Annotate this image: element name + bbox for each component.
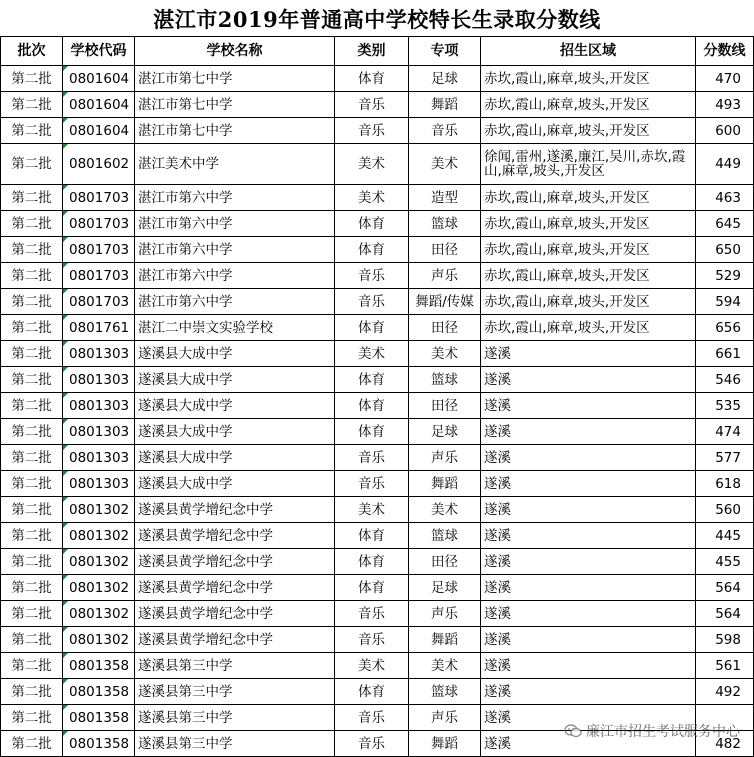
cell-specialty: 声乐 [409,263,481,289]
cell-score: 470 [696,66,754,92]
cell-batch: 第二批 [1,471,63,497]
cell-school-name: 湛江市第六中学 [135,211,335,237]
table-row [1,679,754,705]
cell-batch: 第二批 [1,367,63,393]
cell-score: 482 [696,731,754,757]
header-batch: 批次 [1,37,63,66]
document-title: 湛江市2019年普通高中学校特长生录取分数线 [153,7,601,32]
cell-region: 赤坎,霞山,麻章,坡头,开发区 [481,118,696,144]
cell-specialty: 美术 [409,653,481,679]
header-category: 类别 [335,37,409,66]
cell-batch: 第二批 [1,66,63,92]
cell-school-code: 0801303 [63,471,135,497]
cell-school-code: 0801358 [63,731,135,757]
table-row [1,627,754,653]
cell-region: 赤坎,霞山,麻章,坡头,开发区 [481,237,696,263]
cell-category: 音乐 [335,118,409,144]
table-row [1,601,754,627]
cell-category: 美术 [335,497,409,523]
cell-region: 遂溪 [481,419,696,445]
watermark [564,721,740,741]
cell-batch: 第二批 [1,118,63,144]
cell-batch: 第二批 [1,523,63,549]
cell-score: 445 [696,523,754,549]
cell-score: 650 [696,237,754,263]
table-row [1,393,754,419]
cell-category: 体育 [335,679,409,705]
table-row [1,237,754,263]
cell-school-code: 0801703 [63,263,135,289]
table-row [1,144,754,185]
cell-school-name: 湛江市第七中学 [135,92,335,118]
cell-category: 音乐 [335,731,409,757]
cell-region: 遂溪 [481,549,696,575]
cell-school-name: 遂溪县大成中学 [135,471,335,497]
cell-score: 618 [696,471,754,497]
cell-score: 493 [696,92,754,118]
table-row [1,575,754,601]
cell-school-name: 遂溪县大成中学 [135,445,335,471]
cell-school-code: 0801302 [63,575,135,601]
cell-school-name: 湛江市第六中学 [135,289,335,315]
cell-school-name: 湛江美术中学 [135,144,335,185]
cell-specialty: 篮球 [409,211,481,237]
cell-batch: 第二批 [1,341,63,367]
cell-category: 音乐 [335,263,409,289]
table-row [1,497,754,523]
cell-specialty: 造型 [409,185,481,211]
cell-specialty: 篮球 [409,367,481,393]
table-row [1,549,754,575]
cell-region: 赤坎,霞山,麻章,坡头,开发区 [481,263,696,289]
cell-school-code: 0801761 [63,315,135,341]
cell-specialty: 声乐 [409,445,481,471]
cell-category: 体育 [335,523,409,549]
cell-score: 577 [696,445,754,471]
cell-specialty: 美术 [409,144,481,185]
cell-category: 音乐 [335,705,409,731]
cell-specialty: 田径 [409,393,481,419]
cell-specialty: 足球 [409,575,481,601]
cell-batch: 第二批 [1,185,63,211]
table-row [1,523,754,549]
cell-category: 音乐 [335,627,409,653]
cell-specialty: 舞蹈 [409,627,481,653]
cell-batch: 第二批 [1,419,63,445]
cell-region: 赤坎,霞山,麻章,坡头,开发区 [481,66,696,92]
cell-school-code: 0801303 [63,445,135,471]
cell-score: 564 [696,601,754,627]
cell-school-code: 0801602 [63,144,135,185]
cell-category: 音乐 [335,289,409,315]
cell-category: 体育 [335,549,409,575]
cell-school-code: 0801703 [63,185,135,211]
cell-score: 560 [696,497,754,523]
cell-region: 遂溪 [481,575,696,601]
table-row [1,118,754,144]
cell-school-name: 遂溪县大成中学 [135,367,335,393]
cell-region: 遂溪 [481,497,696,523]
cell-specialty: 声乐 [409,601,481,627]
cell-region: 遂溪 [481,393,696,419]
cell-category: 美术 [335,185,409,211]
cell-school-code: 0801302 [63,497,135,523]
cell-score: 535 [696,393,754,419]
cell-school-name: 遂溪县黄学增纪念中学 [135,601,335,627]
cell-specialty: 田径 [409,549,481,575]
cell-school-code: 0801703 [63,211,135,237]
cell-school-name: 遂溪县黄学增纪念中学 [135,627,335,653]
cell-specialty: 田径 [409,315,481,341]
cell-score: 564 [696,575,754,601]
cell-specialty: 音乐 [409,118,481,144]
cell-category: 音乐 [335,601,409,627]
table-row [1,367,754,393]
cell-specialty: 舞蹈/传媒 [409,289,481,315]
table-row [1,315,754,341]
table-row [1,653,754,679]
table-row [1,92,754,118]
cell-score: 645 [696,211,754,237]
cell-region: 遂溪 [481,471,696,497]
cell-score: 661 [696,341,754,367]
cell-score: 594 [696,289,754,315]
admission-table [0,36,754,757]
cell-score: 656 [696,315,754,341]
cell-region: 遂溪 [481,601,696,627]
cell-school-code: 0801303 [63,341,135,367]
cell-category: 体育 [335,237,409,263]
cell-school-name: 湛江市第六中学 [135,237,335,263]
cell-school-name: 遂溪县第三中学 [135,653,335,679]
cell-region: 赤坎,霞山,麻章,坡头,开发区 [481,211,696,237]
cell-batch: 第二批 [1,211,63,237]
wechat-icon [564,724,582,738]
cell-category: 美术 [335,144,409,185]
cell-batch: 第二批 [1,731,63,757]
cell-category: 音乐 [335,471,409,497]
table-row [1,471,754,497]
cell-specialty: 声乐 [409,705,481,731]
table-row [1,341,754,367]
cell-specialty: 舞蹈 [409,731,481,757]
cell-school-name: 遂溪县黄学增纪念中学 [135,497,335,523]
cell-batch: 第二批 [1,497,63,523]
cell-region: 遂溪 [481,341,696,367]
cell-school-code: 0801358 [63,705,135,731]
cell-batch: 第二批 [1,289,63,315]
cell-specialty: 篮球 [409,679,481,705]
cell-region: 遂溪 [481,653,696,679]
cell-category: 体育 [335,315,409,341]
cell-batch: 第二批 [1,627,63,653]
header-score: 分数线 [696,37,754,66]
cell-school-code: 0801303 [63,367,135,393]
cell-batch: 第二批 [1,601,63,627]
cell-specialty: 足球 [409,66,481,92]
cell-region: 赤坎,霞山,麻章,坡头,开发区 [481,289,696,315]
cell-score: 598 [696,627,754,653]
cell-school-name: 遂溪县黄学增纪念中学 [135,549,335,575]
cell-region: 徐闻,雷州,遂溪,廉江,吴川,赤坎,霞山,麻章,坡头,开发区 [481,144,696,185]
table-row [1,66,754,92]
cell-category: 体育 [335,211,409,237]
cell-specialty: 美术 [409,497,481,523]
cell-school-code: 0801604 [63,92,135,118]
table-header-row [1,37,754,66]
cell-batch: 第二批 [1,445,63,471]
cell-category: 体育 [335,419,409,445]
cell-category: 体育 [335,575,409,601]
cell-specialty: 篮球 [409,523,481,549]
cell-batch: 第二批 [1,679,63,705]
header-region: 招生区域 [481,37,696,66]
header-specialty: 专项 [409,37,481,66]
watermark-text: 廉江市招生考试服务中心 [586,724,740,740]
cell-batch: 第二批 [1,92,63,118]
cell-school-code: 0801703 [63,289,135,315]
cell-region: 遂溪 [481,367,696,393]
cell-school-code: 0801358 [63,679,135,705]
header-school-code: 学校代码 [63,37,135,66]
cell-region: 遂溪 [481,523,696,549]
cell-specialty: 美术 [409,341,481,367]
cell-school-code: 0801302 [63,627,135,653]
cell-category: 音乐 [335,445,409,471]
cell-school-name: 湛江二中崇文实验学校 [135,315,335,341]
cell-school-name: 湛江市第七中学 [135,66,335,92]
cell-region: 赤坎,霞山,麻章,坡头,开发区 [481,185,696,211]
cell-school-code: 0801703 [63,237,135,263]
table-row [1,185,754,211]
cell-region: 遂溪 [481,627,696,653]
cell-batch: 第二批 [1,237,63,263]
cell-school-code: 0801604 [63,118,135,144]
cell-category: 体育 [335,367,409,393]
cell-school-code: 0801303 [63,393,135,419]
cell-region: 赤坎,霞山,麻章,坡头,开发区 [481,315,696,341]
cell-school-name: 遂溪县第三中学 [135,731,335,757]
cell-category: 音乐 [335,92,409,118]
cell-school-name: 遂溪县黄学增纪念中学 [135,523,335,549]
cell-school-name: 遂溪县黄学增纪念中学 [135,575,335,601]
cell-school-name: 湛江市第六中学 [135,185,335,211]
cell-specialty: 舞蹈 [409,471,481,497]
cell-score: 455 [696,549,754,575]
cell-region: 赤坎,霞山,麻章,坡头,开发区 [481,92,696,118]
cell-category: 体育 [335,66,409,92]
table-row [1,289,754,315]
cell-score: 474 [696,419,754,445]
cell-school-code: 0801302 [63,601,135,627]
table-row [1,419,754,445]
cell-batch: 第二批 [1,549,63,575]
cell-specialty: 足球 [409,419,481,445]
cell-school-code: 0801303 [63,419,135,445]
cell-score: 561 [696,653,754,679]
cell-school-name: 湛江市第七中学 [135,118,335,144]
cell-score: 492 [696,679,754,705]
cell-score: 449 [696,144,754,185]
table-row [1,445,754,471]
cell-school-code: 0801604 [63,66,135,92]
cell-region: 遂溪 [481,679,696,705]
cell-batch: 第二批 [1,315,63,341]
cell-school-code: 0801358 [63,653,135,679]
table-row [1,211,754,237]
cell-school-name: 湛江市第六中学 [135,263,335,289]
cell-region: 遂溪 [481,445,696,471]
cell-score: 463 [696,185,754,211]
cell-batch: 第二批 [1,575,63,601]
cell-school-name: 遂溪县大成中学 [135,393,335,419]
cell-region: 遂溪 [481,731,696,757]
cell-school-name: 遂溪县大成中学 [135,419,335,445]
table-row [1,263,754,289]
cell-batch: 第二批 [1,653,63,679]
cell-score: 546 [696,367,754,393]
cell-batch: 第二批 [1,263,63,289]
cell-score: 529 [696,263,754,289]
cell-score: 600 [696,118,754,144]
cell-category: 体育 [335,393,409,419]
cell-school-code: 0801302 [63,549,135,575]
cell-school-name: 遂溪县大成中学 [135,341,335,367]
header-school-name: 学校名称 [135,37,335,66]
cell-specialty: 舞蹈 [409,92,481,118]
cell-category: 美术 [335,653,409,679]
cell-batch: 第二批 [1,393,63,419]
cell-school-name: 遂溪县第三中学 [135,705,335,731]
cell-batch: 第二批 [1,705,63,731]
cell-school-code: 0801302 [63,523,135,549]
cell-batch: 第二批 [1,144,63,185]
cell-specialty: 田径 [409,237,481,263]
cell-school-name: 遂溪县第三中学 [135,679,335,705]
cell-region: 遂溪 [481,705,696,731]
cell-category: 美术 [335,341,409,367]
